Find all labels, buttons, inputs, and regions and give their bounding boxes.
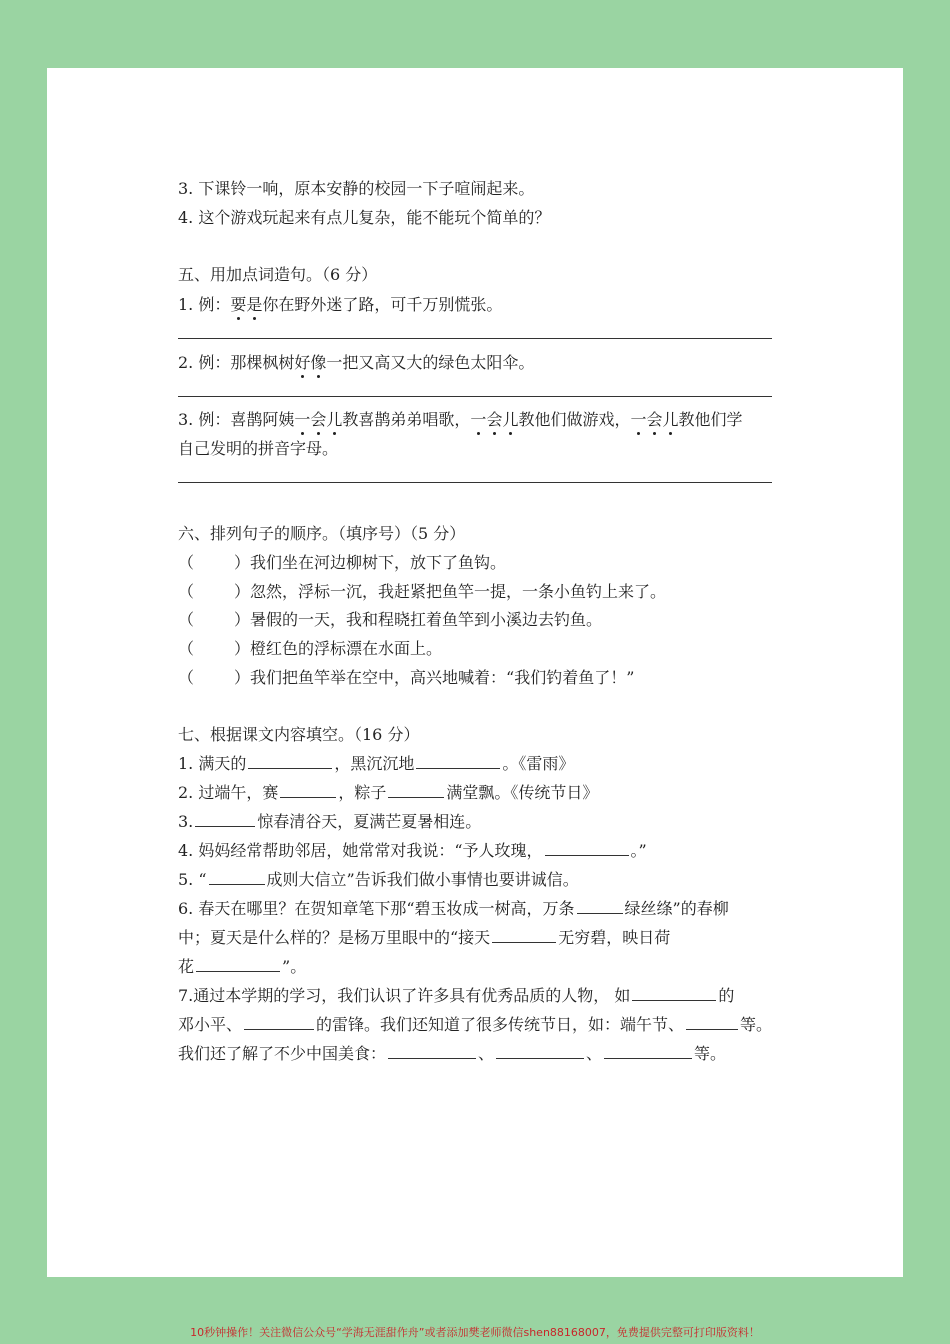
fill-blank[interactable] — [416, 752, 500, 769]
fill-blank[interactable] — [604, 1042, 692, 1059]
fill-blank[interactable] — [496, 1042, 584, 1059]
fill-q7-line3: 我们还了解了不少中国美食： 、 、 等。 — [178, 1044, 727, 1063]
footer-notice: 10秒钟操作！关注微信公众号“学海无涯甜作舟”或者添加樊老师微信shen88168007，免费提供完整可打印版资料！ — [190, 1326, 760, 1339]
worksheet-page — [47, 68, 903, 1277]
dotted-char: 像 — [310, 353, 327, 372]
fill-q6-line2: 中；夏天是什么样的？是杨万里眼中的“接天 无穷碧，映日荷 — [178, 928, 671, 947]
order-blank[interactable]: （ — [178, 610, 195, 629]
fill-blank[interactable] — [577, 897, 623, 914]
section7-title: 七、根据课文内容填空。（16 分） — [178, 725, 420, 744]
fill-q2: 2. 过端午，赛 ，粽子 满堂飘。《传统节日》 — [178, 783, 599, 802]
fill-blank[interactable] — [196, 955, 280, 972]
order-blank[interactable]: （ — [178, 582, 195, 601]
fill-q7-line2: 邓小平、 的雷锋。我们还知道了很多传统节日，如：端午节、 等。 — [178, 1015, 773, 1034]
dotted-char: 一 — [470, 410, 487, 429]
order-item: （ ）我们把鱼竿举在空中，高兴地喊着：“我们钓着鱼了！” — [178, 663, 634, 692]
section5-example-3: 3. 例：喜鹊阿姨一会儿教喜鹊弟弟唱歌，一会儿教他们做游戏，一会儿教他们学 — [178, 410, 743, 429]
fill-q3: 3. 惊春清谷天，夏满芒夏暑相连。 — [178, 812, 482, 831]
order-item: （ ）我们坐在河边柳树下，放下了鱼钩。 — [178, 548, 506, 577]
dotted-char: 一 — [630, 410, 647, 429]
dotted-char: 要 — [230, 295, 247, 314]
fill-blank[interactable] — [209, 868, 265, 885]
section5-example-1: 1. 例：要是你在野外迷了路，可千万别慌张。 — [178, 295, 503, 314]
dotted-char: 会 — [310, 410, 327, 429]
section5-example-2: 2. 例：那棵枫树好像一把又高又大的绿色太阳伞。 — [178, 353, 535, 372]
section5-title: 五、用加点词造句。（6 分） — [178, 265, 378, 284]
order-blank[interactable]: （ — [178, 668, 195, 687]
order-item: （ ）橙红色的浮标漂在水面上。 — [178, 634, 442, 663]
fill-blank[interactable] — [248, 752, 332, 769]
fill-blank[interactable] — [492, 926, 556, 943]
fill-blank[interactable] — [686, 1013, 738, 1030]
dotted-char: 儿 — [662, 410, 679, 429]
q4-item-4: 4. 这个游戏玩起来有点儿复杂，能不能玩个简单的？ — [178, 208, 551, 227]
section5-example-3-line2: 自己发明的拼音字母。 — [178, 439, 339, 458]
fill-blank[interactable] — [388, 781, 444, 798]
fill-q1: 1. 满天的 ，黑沉沉地 。《雷雨》 — [178, 754, 575, 773]
fill-blank[interactable] — [388, 1042, 476, 1059]
order-blank[interactable]: （ — [178, 553, 195, 572]
dotted-char: 好 — [294, 353, 311, 372]
section6-title: 六、排列句子的顺序。（填序号）（5 分） — [178, 524, 466, 543]
fill-q4: 4. 妈妈经常帮助邻居，她常常对我说：“予人玫瑰， 。” — [178, 841, 647, 860]
fill-blank[interactable] — [280, 781, 336, 798]
fill-q5: 5. “ 成则大信立”告诉我们做小事情也要讲诚信。 — [178, 870, 579, 889]
dotted-char: 会 — [646, 410, 663, 429]
fill-q7-line1: 7.通过本学期的学习，我们认识了许多具有优秀品质的人物， 如 的 — [178, 986, 735, 1005]
answer-line[interactable] — [178, 396, 772, 397]
dotted-char: 儿 — [326, 410, 343, 429]
dotted-char: 会 — [486, 410, 503, 429]
answer-line[interactable] — [178, 482, 772, 483]
fill-blank[interactable] — [632, 984, 716, 1001]
answer-line[interactable] — [178, 338, 772, 339]
order-blank[interactable]: （ — [178, 639, 195, 658]
order-item: （ ）忽然，浮标一沉，我赶紧把鱼竿一提，一条小鱼钓上来了。 — [178, 577, 666, 606]
q4-item-3: 3. 下课铃一响，原本安静的校园一下子喧闹起来。 — [178, 179, 535, 198]
fill-q6-line3: 花 ”。 — [178, 957, 307, 976]
fill-blank[interactable] — [545, 839, 629, 856]
fill-q6-line1: 6. 春天在哪里？在贺知章笔下那“碧玉妆成一树高，万条 绿丝绦”的春柳 — [178, 899, 729, 918]
order-item: （ ）暑假的一天，我和程晓扛着鱼竿到小溪边去钓鱼。 — [178, 605, 602, 634]
dotted-char: 一 — [294, 410, 311, 429]
fill-blank[interactable] — [244, 1013, 314, 1030]
dotted-char: 是 — [246, 295, 263, 314]
fill-blank[interactable] — [195, 810, 255, 827]
dotted-char: 儿 — [502, 410, 519, 429]
